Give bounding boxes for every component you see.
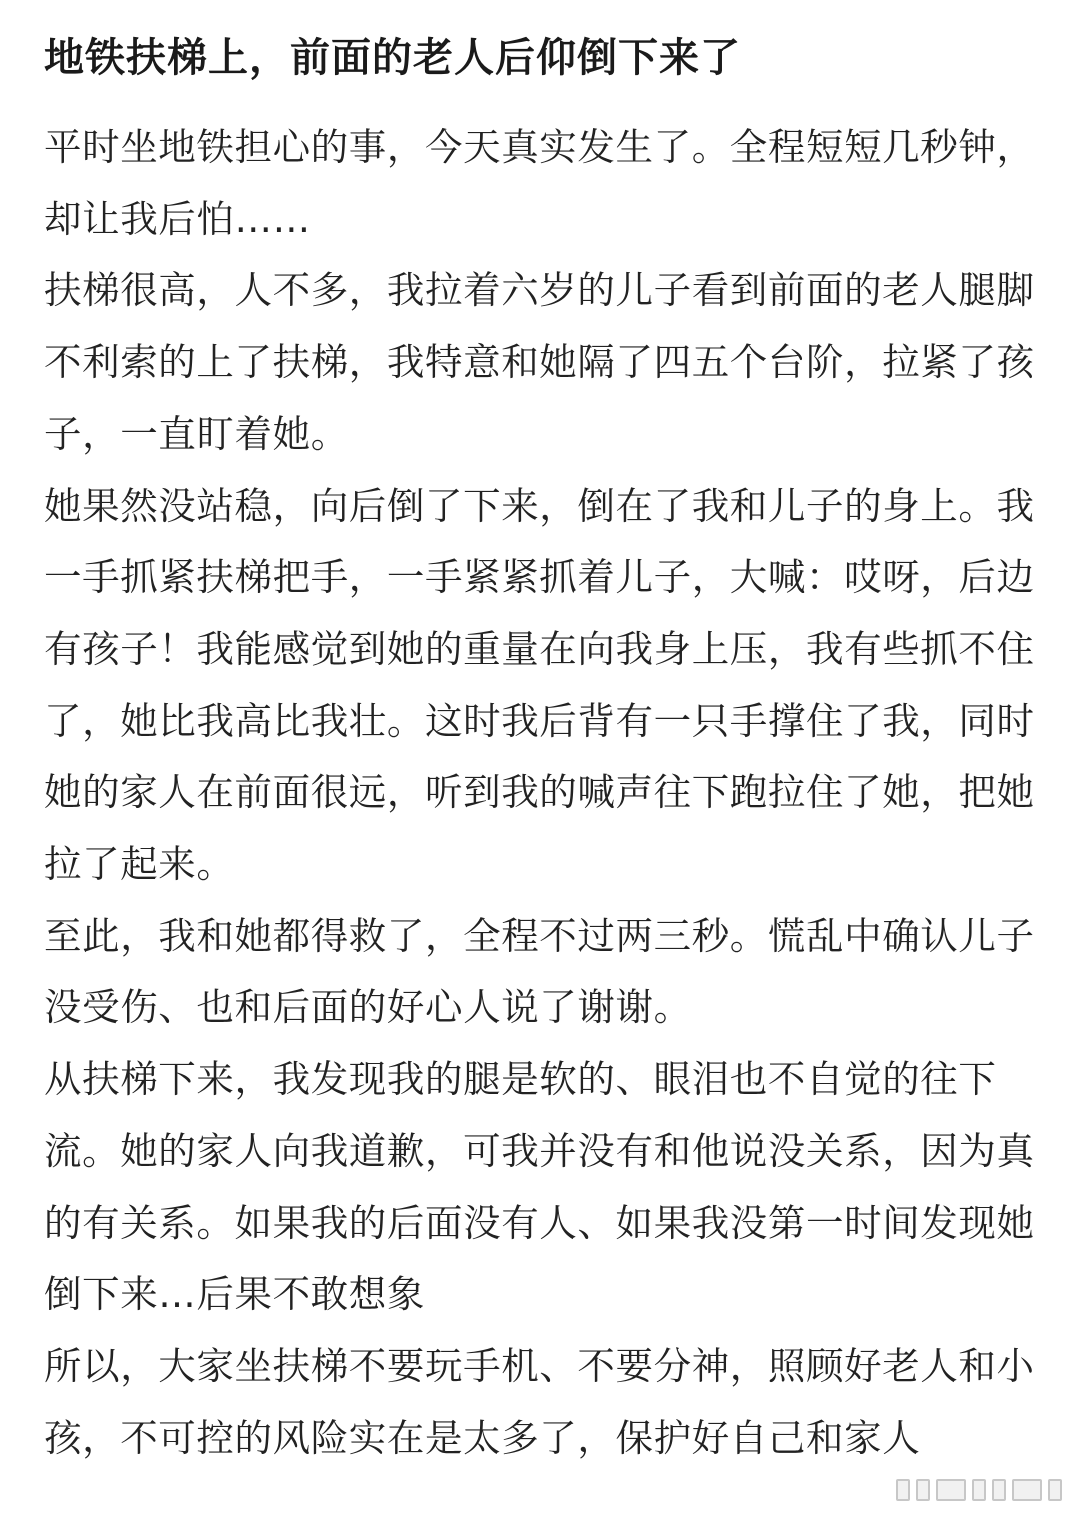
body-paragraph: 所以，大家坐扶梯不要玩手机、不要分神，照顾好老人和小孩，不可控的风险实在是太多了，保护好自己和家人 [44,1343,1035,1460]
body-paragraph: 从扶梯下来，我发现我的腿是软的、眼泪也不自觉的往下流。她的家人向我道歉，可我并没有和他说没关系，因为真的有关系。如果我的后面没有人、如果我没第一时间发现她倒下来…后果不敢想象 [44,1057,1035,1317]
watermark-bar-icon [1048,1479,1062,1501]
watermark-icon [896,1479,1062,1501]
watermark-bar-icon [896,1479,910,1501]
body-paragraph: 扶梯很高，人不多，我拉着六岁的儿子看到前面的老人腿脚不利索的上了扶梯，我特意和她隔了四五个台阶，拉紧了孩子，一直盯着她。 [44,268,1035,456]
watermark-bar-icon [936,1479,966,1501]
watermark-bar-icon [992,1479,1006,1501]
body-paragraph: 平时坐地铁担心的事，今天真实发生了。全程短短几秒钟，却让我后怕…… [44,125,1035,241]
watermark-bar-icon [1012,1479,1042,1501]
post-container [44,28,1044,1474]
post-body [44,112,1044,1474]
watermark-bar-icon [972,1479,986,1501]
watermark-bar-icon [916,1479,930,1501]
body-paragraph: 至此，我和她都得救了，全程不过两三秒。慌乱中确认儿子没受伤、也和后面的好心人说了谢谢。 [44,913,1035,1030]
body-paragraph: 她果然没站稳，向后倒了下来，倒在了我和儿子的身上。我一手抓紧扶梯把手，一手紧紧抓着儿子，大喊：哎呀，后边有孩子！我能感觉到她的重量在向我身上压，我有些抓不住了，她比我高比我壮。这时我后背有一只手撑住了我，同时她的家人在前面很远，听到我的喊声往下跑拉住了她，把她拉了起来。 [44,483,1035,887]
post-title: 地铁扶梯上，前面的老人后仰倒下来了 [44,35,741,81]
